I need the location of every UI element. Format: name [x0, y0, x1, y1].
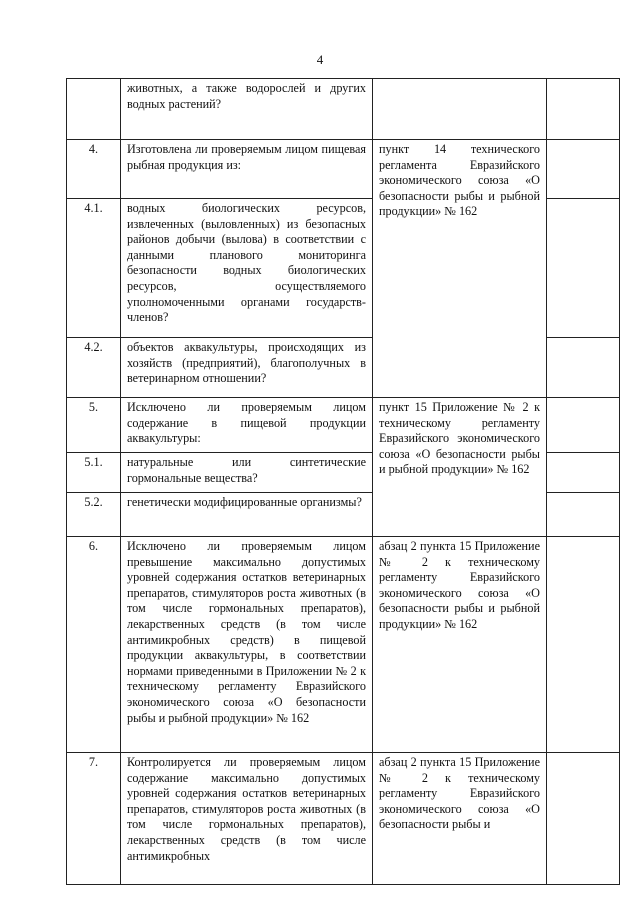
reference-text: пункт 15 Приложение № 2 к техническому регламенту Евразийского экономического союза «О безопасности рыбы и рыбной продукции» № 162: [379, 400, 540, 477]
question-cell: [121, 537, 373, 753]
answer-cell: [547, 453, 620, 493]
question-text: Исключено ли проверяемым лицом содержание в пищевой продукции аквакультуры:: [127, 400, 366, 446]
answer-cell: [547, 537, 620, 753]
page-number: 4: [316, 52, 324, 67]
question-text: водных биологических ресурсов, извлеченных (выловленных) из безопасных районов добычи (вылова) в соответствии с данными планового мониторинга безопасности водных биологических ресурсов, осуществляемого уполномоченными органами государств-членов?: [127, 201, 366, 325]
item-number-cell: [67, 79, 121, 140]
item-number-cell: 5.1.: [67, 453, 121, 493]
question-text: натуральные или синтетические гормональные вещества?: [127, 455, 366, 485]
answer-cell: [547, 493, 620, 537]
question-cell: [121, 398, 373, 453]
answer-cell: [547, 79, 620, 140]
question-cell: [121, 753, 373, 885]
answer-cell: [547, 140, 620, 199]
table-row: [67, 79, 620, 140]
question-text: генетически модифицированные организмы?: [127, 495, 362, 509]
item-number-cell: 6.: [67, 537, 121, 753]
question-text: Изготовлена ли проверяемым лицом пищевая рыбная продукция из:: [127, 142, 366, 172]
reference-cell: [373, 537, 547, 753]
table-row: [67, 398, 620, 453]
answer-cell: [547, 753, 620, 885]
question-cell: [121, 453, 373, 493]
item-number-cell: 4.2.: [67, 338, 121, 398]
item-number-cell: 4.: [67, 140, 121, 199]
reference-cell: [373, 140, 547, 398]
table-row: [67, 140, 620, 199]
table-row: [67, 537, 620, 753]
reference-text: пункт 14 технического регламента Евразийского экономического союза «О безопасности рыбы и рыбной продукции» № 162: [379, 142, 540, 219]
answer-cell: [547, 398, 620, 453]
reference-text: абзац 2 пункта 15 Приложение № 2 к техническому регламенту Евразийского экономического союза «О безопасности рыбы и: [379, 755, 540, 832]
checklist-table: [66, 78, 620, 885]
answer-cell: [547, 199, 620, 338]
question-cell: [121, 493, 373, 537]
table-row: [67, 753, 620, 885]
item-number-cell: 4.1.: [67, 199, 121, 338]
reference-cell: [373, 398, 547, 537]
item-number-cell: 5.: [67, 398, 121, 453]
reference-cell: [373, 79, 547, 140]
question-cell: [121, 199, 373, 338]
question-cell: [121, 338, 373, 398]
item-number-cell: 5.2.: [67, 493, 121, 537]
question-cell: [121, 140, 373, 199]
question-cell: [121, 79, 373, 140]
answer-cell: [547, 338, 620, 398]
question-text: объектов аквакультуры, происходящих из хозяйств (предприятий), благополучных в ветеринарном отношении?: [127, 340, 366, 386]
reference-cell: [373, 753, 547, 885]
reference-text: абзац 2 пункта 15 Приложение № 2 к техническому регламенту Евразийского экономического союза «О безопасности рыбы и рыбной продукции» № 162: [379, 539, 540, 631]
question-text: Исключено ли проверяемым лицом превышение максимально допустимых уровней содержания остатков ветеринарных препаратов, стимуляторов роста животных (в том числе гормональных препаратов), лекарственных средств (в том числе антимикробных средств) в пищевой продукции аквакультуры, в соответствии нормами приведенными в Приложении № 2 к техническому регламенту Евразийского экономического союза «О безопасности рыбы и рыбной продукции» № 162: [127, 539, 366, 725]
question-text: животных, а также водорослей и других водных растений?: [127, 81, 366, 111]
item-number-cell: 7.: [67, 753, 121, 885]
question-text: Контролируется ли проверяемым лицом содержание максимально допустимых уровней содержания остатков ветеринарных препаратов, стимуляторов роста животных (в том числе гормональных препаратов), лекарственных средств (в том числе антимикробных: [127, 755, 366, 863]
